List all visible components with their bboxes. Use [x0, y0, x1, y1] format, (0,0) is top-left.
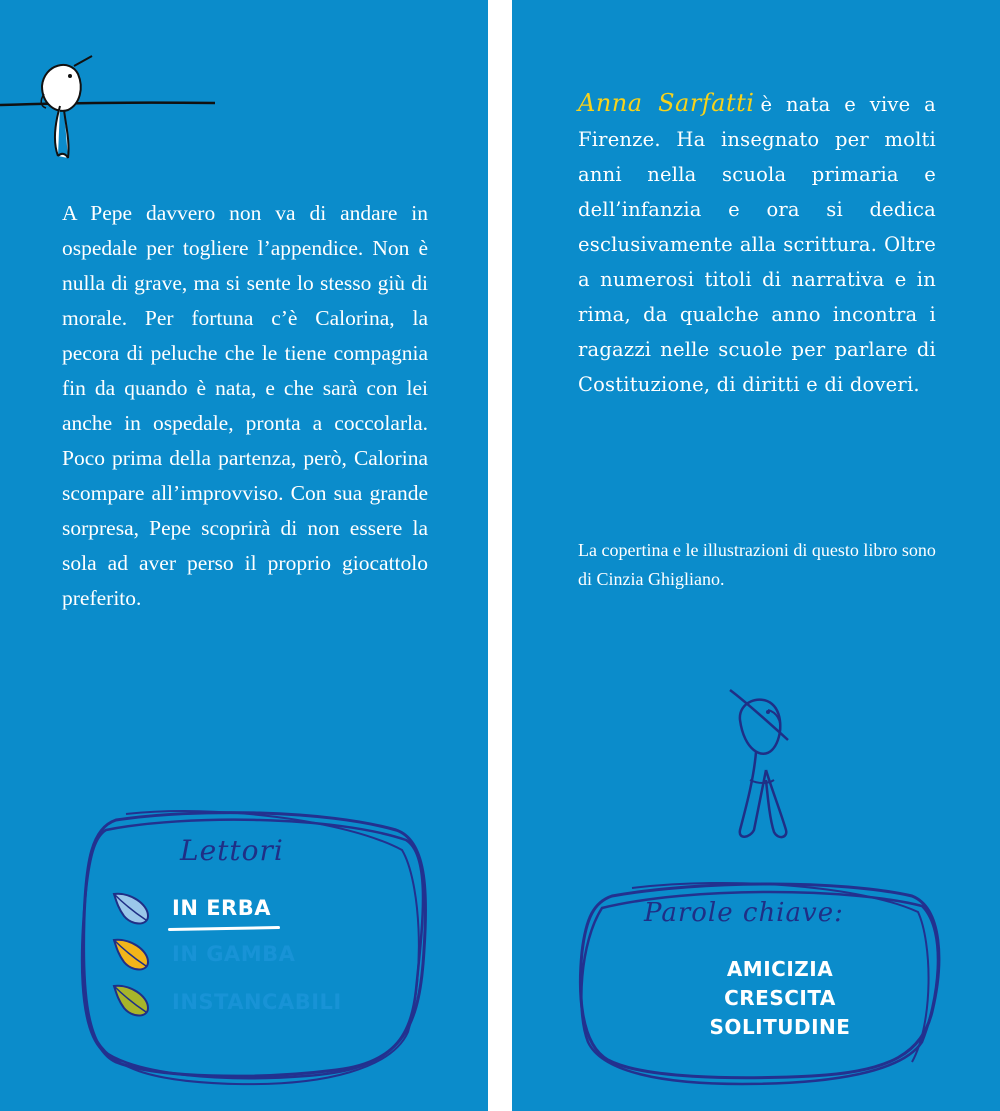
reader-level-instancabili: INSTANCABILI [172, 990, 342, 1014]
readers-title: Lettori [180, 834, 284, 867]
leaf-icon [110, 936, 154, 974]
book-blurb: A Pepe davvero non va di andare in ospedale per togliere l’appendice. Non è nulla di grave, ma si sente lo stesso giù di morale. Per fortuna c’è Calorina, la pecora di peluche che le tiene compagnia fin da quando è nata, e che sarà con lei anche in ospedale, pronta a coccolarla. Poco prima della partenza, però, Calorina scompare all’improvviso. Con sua grande sorpresa, Pepe scoprirà di non essere la sola ad aver perso il proprio giocattolo preferito. [62, 201, 428, 610]
reader-level-in-erba: IN ERBA [172, 896, 271, 920]
keywords-title: Parole chiave: [644, 898, 844, 928]
author-bio-text: è nata e vive a Firenze. Ha insegnato per molti anni nella scuola primaria e dell’infanzia e ora si dedica esclusivamente alla scrittura. Oltre a numerosi titoli di narrativa e in rima, da qualche anno incontra i ragazzi nelle scuole per parlare di Costituzione, di diritti e di doveri. [578, 93, 936, 396]
back-cover-left-panel [0, 0, 488, 1111]
keyword-item: CRESCITA [724, 986, 836, 1010]
reader-level-in-gamba: IN GAMBA [172, 942, 296, 966]
keyword-item: SOLITUDINE [709, 1015, 851, 1039]
illustration-credit: La copertina e le illustrazioni di questo libro sono di Cinzia Ghigliano. [578, 540, 936, 589]
leaf-icon [110, 890, 154, 928]
bird-sketch-icon [710, 680, 820, 870]
author-name: Anna Sarfatti [578, 89, 755, 117]
back-cover-right-panel [512, 0, 1000, 1111]
leaf-icon [110, 982, 154, 1020]
bird-on-wire-icon [0, 50, 230, 170]
keyword-item: AMICIZIA [726, 957, 834, 981]
author-bio [578, 86, 936, 402]
